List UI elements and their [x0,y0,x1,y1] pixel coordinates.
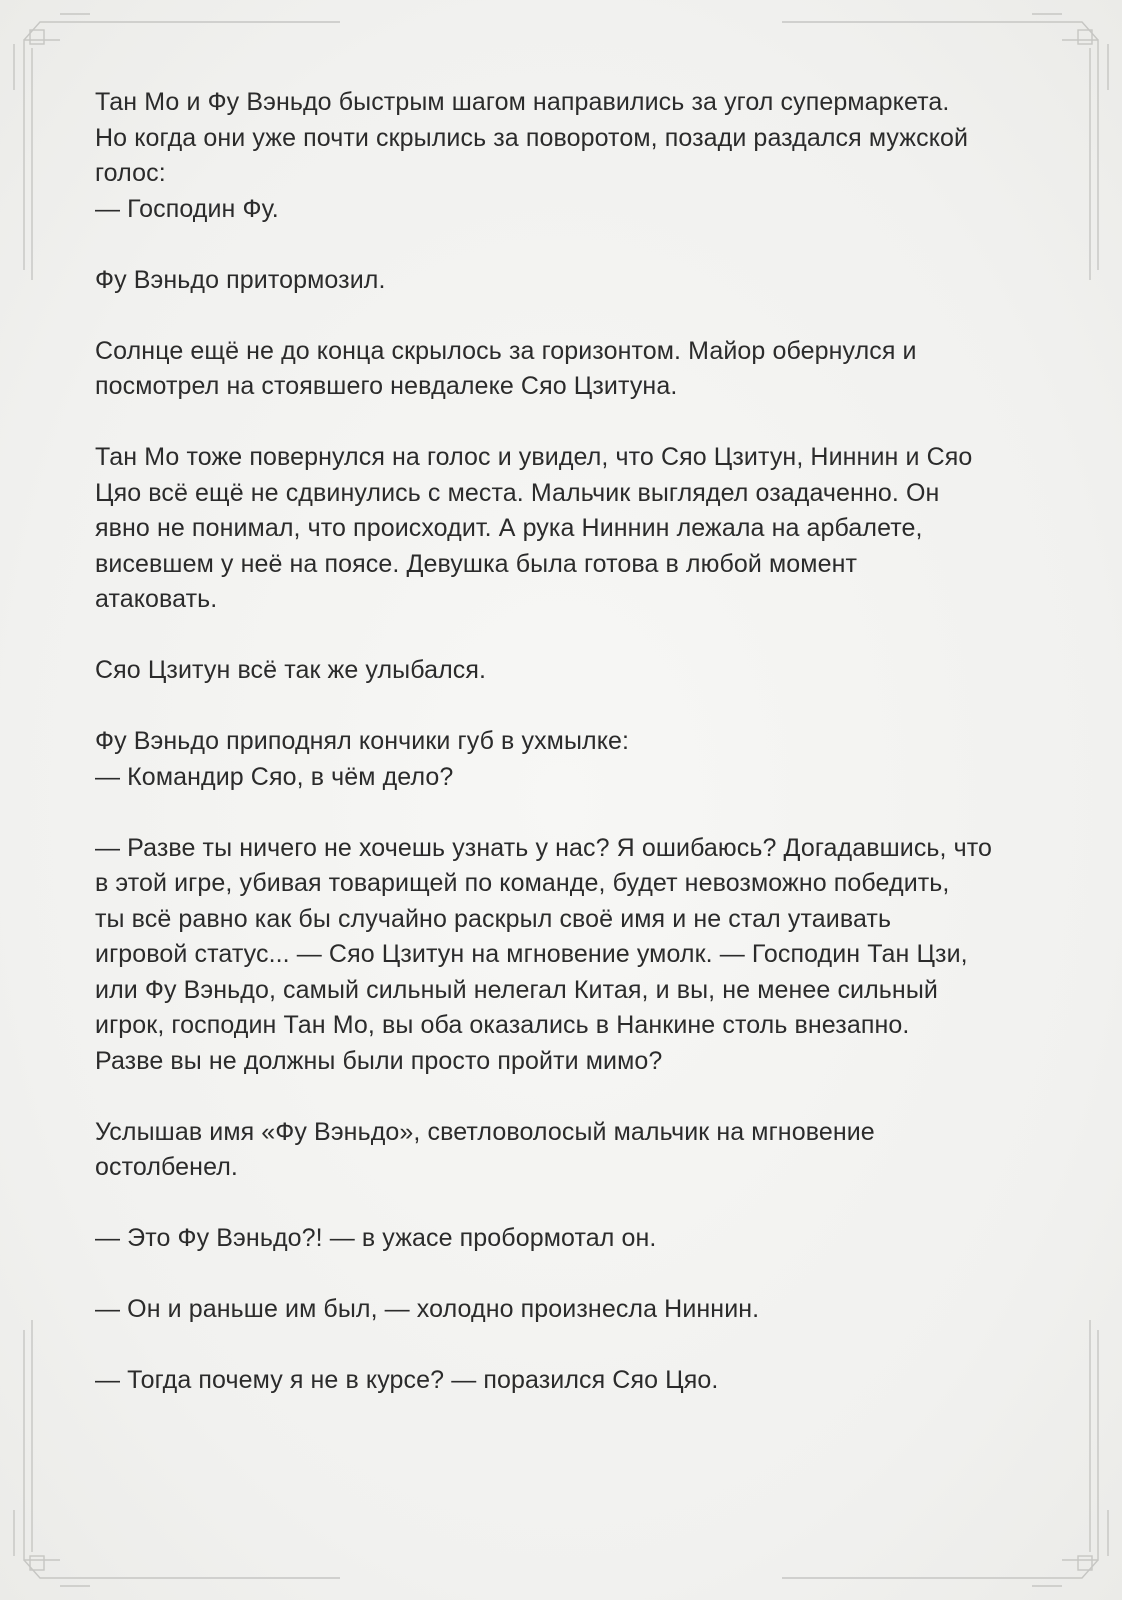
paragraph [95,85,1035,227]
paragraph [95,1221,1035,1257]
paragraph [95,653,1035,689]
story-text [95,85,1035,1434]
text-line: игрок, господин Тан Мо, вы оба оказались в Нанкине столь внезапно. [95,1011,910,1039]
paragraph [95,831,1035,1080]
text-line: — Господин Фу. [95,194,279,223]
text-line: — Разве ты ничего не хочешь узнать у нас? Я ошибаюсь? Догадавшись, что [95,833,993,862]
text-line: Цяо всё ещё не сдвинулись с места. Мальчик выглядел озадаченно. Он [95,478,940,507]
text-line: Солнце ещё не до конца скрылось за горизонтом. Майор обернулся и [95,336,917,365]
text-line: — Он и раньше им был, — холодно произнесла Ниннин. [95,1295,760,1323]
text-line: голос: [95,159,166,187]
text-line: Фу Вэньдо притормозил. [95,265,386,294]
text-line: Фу Вэньдо приподнял кончики губ в ухмылке: [95,727,630,755]
paragraph [95,1115,1035,1186]
text-line: ты всё равно как бы случайно раскрыл своё имя и не стал утаивать [95,904,892,933]
text-line: висевшем у неё на поясе. Девушка была готова в любой момент [95,549,858,578]
paragraph [95,724,1035,795]
text-line: — Тогда почему я не в курсе? — поразился Сяо Цяо. [95,1366,719,1394]
text-line: Услышав имя «Фу Вэньдо», светловолосый мальчик на мгновение [95,1117,875,1146]
paragraph [95,334,1035,405]
text-line: — Это Фу Вэньдо?! — в ужасе пробормотал он. [95,1224,657,1252]
text-line: или Фу Вэньдо, самый сильный нелегал Китая, и вы, не менее сильный [95,975,938,1004]
text-line: Разве вы не должны были просто пройти мимо? [95,1046,663,1075]
text-line: остолбенел. [95,1153,238,1181]
text-line: Тан Мо и Фу Вэньдо быстрым шагом направились за угол супермаркета. [95,88,950,116]
paragraph [95,263,1035,299]
text-line: — Командир Сяо, в чём дело? [95,762,454,791]
paragraph [95,1363,1035,1399]
text-line: игровой статус... — Сяо Цзитун на мгновение умолк. — Господин Тан Цзи, [95,940,968,968]
text-line: атаковать. [95,585,218,613]
text-line: Но когда они уже почти скрылись за поворотом, позади раздался мужской [95,123,969,152]
paragraph [95,440,1035,618]
text-line: в этой игре, убивая товарищей по команде, будет невозможно победить, [95,869,950,897]
paragraph [95,1292,1035,1328]
text-line: явно не понимал, что происходит. А рука Ниннин лежала на арбалете, [95,514,923,542]
text-line: посмотрел на стоявшего невдалеке Сяо Цзитуна. [95,372,678,400]
text-line: Сяо Цзитун всё так же улыбался. [95,656,487,684]
text-line: Тан Мо тоже повернулся на голос и увидел, что Сяо Цзитун, Ниннин и Сяо [95,443,973,471]
